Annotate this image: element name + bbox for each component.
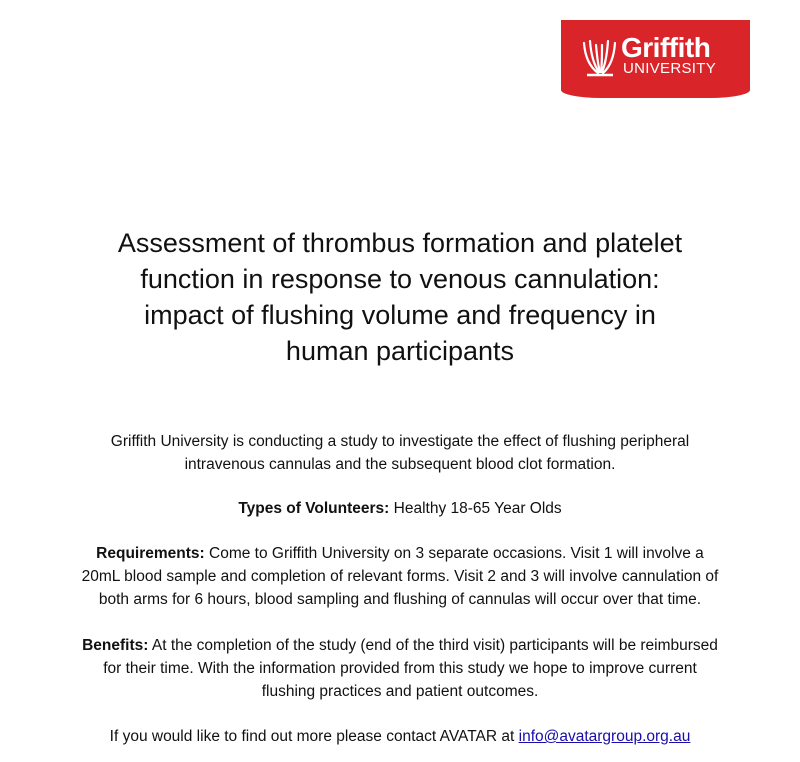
requirements-line-3: both arms for 6 hours, blood sampling and flushing of cannulas will occur over that time. (98, 591, 702, 608)
logo-name-line1: Griffith (621, 32, 711, 63)
griffith-university-logo (561, 20, 750, 98)
intro-paragraph (40, 430, 760, 476)
requirements-paragraph (40, 542, 760, 611)
benefits-line-3: flushing practices and patient outcomes. (261, 683, 539, 700)
intro-line-2: intravenous cannulas and the subsequent blood clot formation. (184, 456, 616, 473)
benefits-line-1: At the completion of the study (end of the third visit) participants will be reimbursed (151, 637, 718, 654)
intro-line-1: Griffith University is conducting a study to investigate the effect of flushing peripheral (110, 433, 690, 450)
volunteer-types-label: Types of Volunteers: (238, 500, 390, 517)
volunteer-types-paragraph (40, 497, 760, 520)
title-line-1: Assessment of thrombus formation and platelet (117, 228, 683, 258)
title-line-2: function in response to venous cannulation: (140, 264, 660, 294)
contact-email-link[interactable]: info@avatargroup.org.au (518, 728, 691, 745)
griffith-emblem-icon (581, 39, 619, 79)
requirements-line-2: 20mL blood sample and completion of relevant forms. Visit 2 and 3 will involve cannulation of (81, 568, 719, 585)
flyer-title (60, 225, 740, 369)
requirements-line-1: Come to Griffith University on 3 separate occasions. Visit 1 will involve a (209, 545, 704, 562)
contact-paragraph (40, 725, 760, 748)
title-line-4: human participants (285, 336, 515, 366)
volunteer-types-value: Healthy 18-65 Year Olds (393, 500, 562, 517)
contact-text: If you would like to find out more please contact AVATAR at (109, 728, 515, 745)
requirements-label: Requirements: (96, 545, 205, 562)
title-line-3: impact of flushing volume and frequency in (144, 300, 656, 330)
benefits-paragraph (40, 634, 760, 703)
benefits-line-2: for their time. With the information provided from this study we hope to improve current (103, 660, 697, 677)
logo-name-line2: UNIVERSITY (623, 60, 717, 77)
benefits-label: Benefits: (82, 637, 149, 654)
